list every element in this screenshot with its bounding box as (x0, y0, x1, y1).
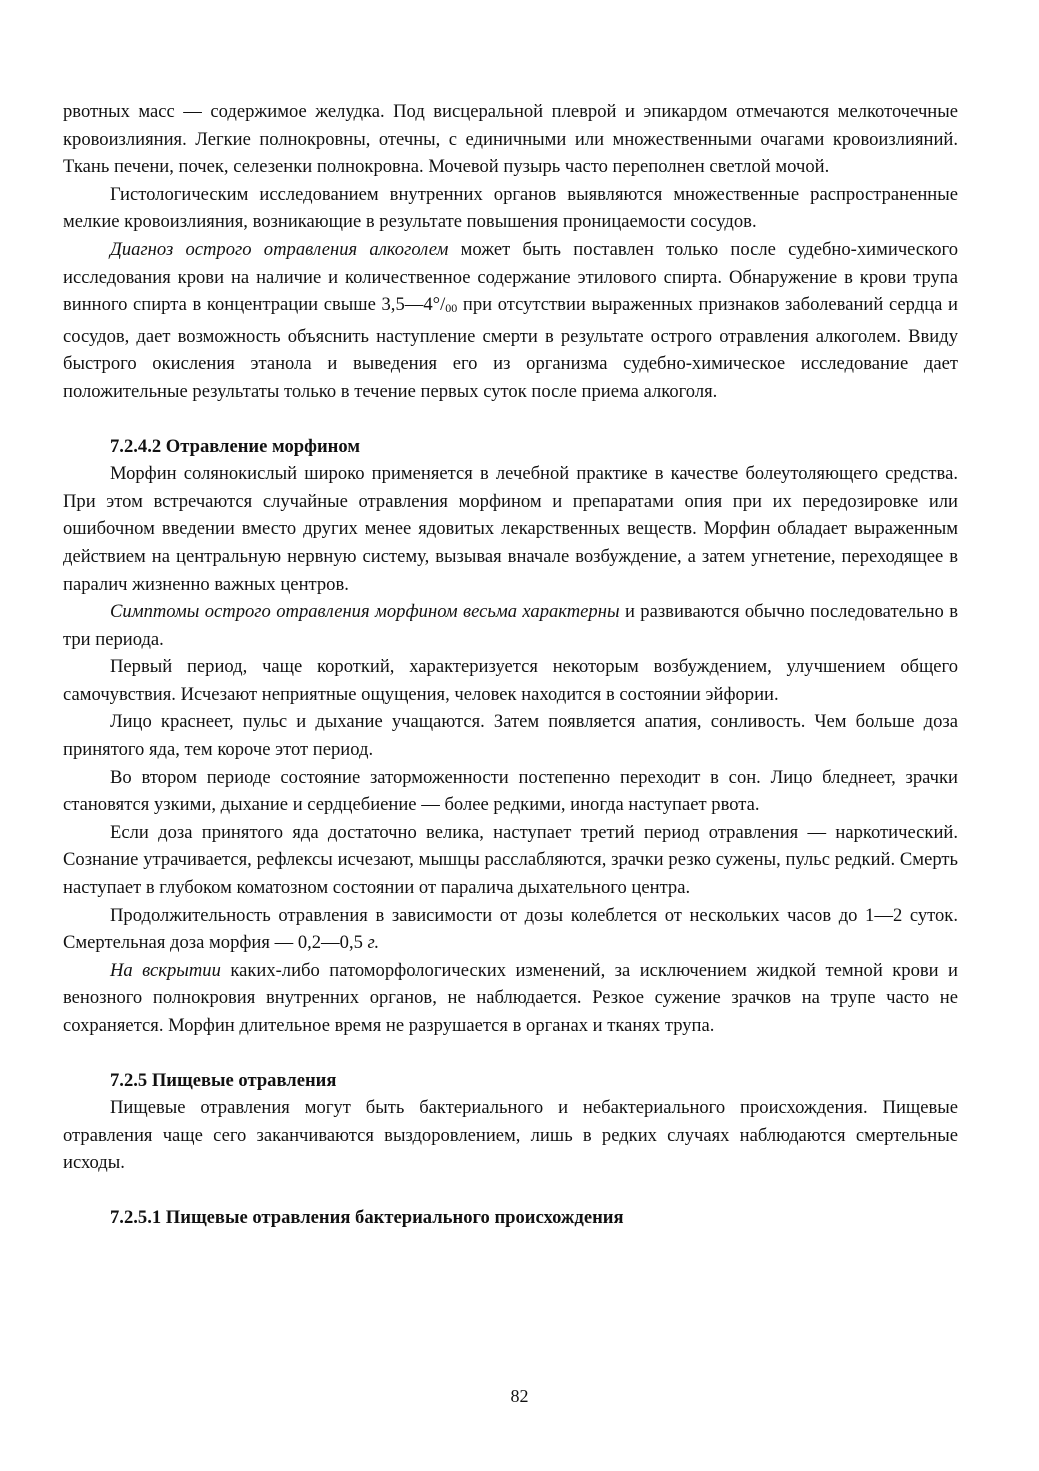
paragraph-duration (63, 902, 958, 957)
autopsy-text: каких-либо патоморфологических изменений, за исключением жидкой темной крови и венозного полнокровия внутренних органов, не наблюдается. Резкое сужение зрачков на трупе часто не сохраняется. Морфин длительное время не разрушается в органах и тканях трупа. (63, 959, 958, 1036)
heading-food-poisoning: 7.2.5 Пищевые отравления (110, 1069, 337, 1091)
paragraph-first-period: Первый период, чаще короткий, характеризуется некоторым возбуждением, улучшением общего самочувствия. Исчезают неприятные ощущения, человек находится в состоянии эйфории. (63, 656, 958, 705)
paragraph-second-period: Во втором периоде состояние заторможенности постепенно переходит в сон. Лицо бледнеет, зрачки становятся узкими, дыхание и сердцебиение — более редкими, иногда наступает рвота. (63, 766, 958, 816)
paragraph-food-poisoning: Пищевые отравления могут быть бактериального и небактериального происхождения. Пищевые отравления чаще сего заканчиваются выздоровлением, лишь в редких случаях наблюдаются смертельные исходы. (63, 1097, 958, 1174)
diagnosis-text-a: может быть поставлен только после судебно-химического исследования крови на наличие и количественное содержание этилового спирта. Обнаружение в крови трупа винного спирта в концентрации свыше 3,5—4°/ (63, 238, 958, 316)
duration-text: Продолжительность отравления в зависимости от дозы колеблется от нескольких часов до 1—2 суток. Смертельная доза морфия — 0,2—0,5 (63, 904, 958, 954)
symptoms-italic-phrase: Симптомы острого отравления морфином весьма характерны (110, 601, 620, 623)
paragraph-histology: Гистологическим исследованием внутренних органов выявляются множественные распространенные мелкие кровоизлияния, возникающие в результате повышения проницаемости сосудов. (63, 183, 958, 233)
document-page (63, 98, 958, 1232)
dose-unit: г. (367, 932, 380, 954)
paragraph-autopsy (63, 957, 958, 1040)
diagnosis-text-b: при отсутствии выраженных признаков заболеваний сердца и сосудов, дает возможность объяснить наступление смерти в результате острого отравления алкоголем. Ввиду быстрого окисления этанола и выведения его из организма судебно-химическое исследование дает положительные результаты только в течение первых суток после приема алкоголя. (63, 294, 958, 402)
spacer (63, 406, 958, 433)
paragraph-face-redness: Лицо краснеет, пульс и дыхание учащаются. Затем появляется апатия, сонливость. Чем больше доза принятого яда, тем короче этот период. (63, 711, 958, 761)
paragraph-third-period: Если доза принятого яда достаточно велика, наступает третий период отравления — наркотический. Сознание утрачивается, рефлексы исчезают, мышцы расслабляются, зрачки резко сужены, пульс редкий. Смерть наступает в глубоком коматозном состоянии от паралича дыхательного центра. (63, 821, 958, 899)
autopsy-italic-phrase: На вскрытии (110, 959, 221, 981)
heading-bacterial-food-poisoning: 7.2.5.1 Пищевые отравления бактериального происхождения (110, 1206, 624, 1228)
paragraph-diagnosis (63, 236, 958, 406)
paragraph-symptoms (63, 598, 958, 653)
spacer (63, 1177, 958, 1204)
page-number: 82 (510, 1386, 529, 1406)
paragraph-autopsy-findings: рвотных масс — содержимое желудка. Под висцеральной плеврой и эпикардом отмечаются мелкоточечные кровоизлияния. Легкие полнокровны, отечны, с единичными или множественными очагами кровоизлияний. Ткань печени, почек, селезенки полнокровна. Мочевой пузырь часто переполнен светлой мочой. (63, 101, 958, 178)
diagnosis-italic-phrase: Диагноз острого отравления алкоголем (110, 238, 449, 260)
spacer (63, 1040, 958, 1067)
heading-morphine: 7.2.4.2 Отравление морфином (110, 435, 361, 457)
symptoms-text: и развиваются обычно последовательно в три периода. (63, 601, 958, 650)
paragraph-morphine-intro: Морфин солянокислый широко применяется в лечебной практике в качестве болеутоляющего средства. При этом встречаются случайные отравления морфином и препаратами опия при их передозировке или ошибочном введении вместо других менее ядовитых лекарственных веществ. Морфин обладает выраженным действием на центральную нервную систему, вызывая вначале возбуждение, а затем угнетение, переходящее в паралич жизненно важных центров. (63, 463, 958, 595)
permille-subscript: 00 (445, 301, 458, 316)
